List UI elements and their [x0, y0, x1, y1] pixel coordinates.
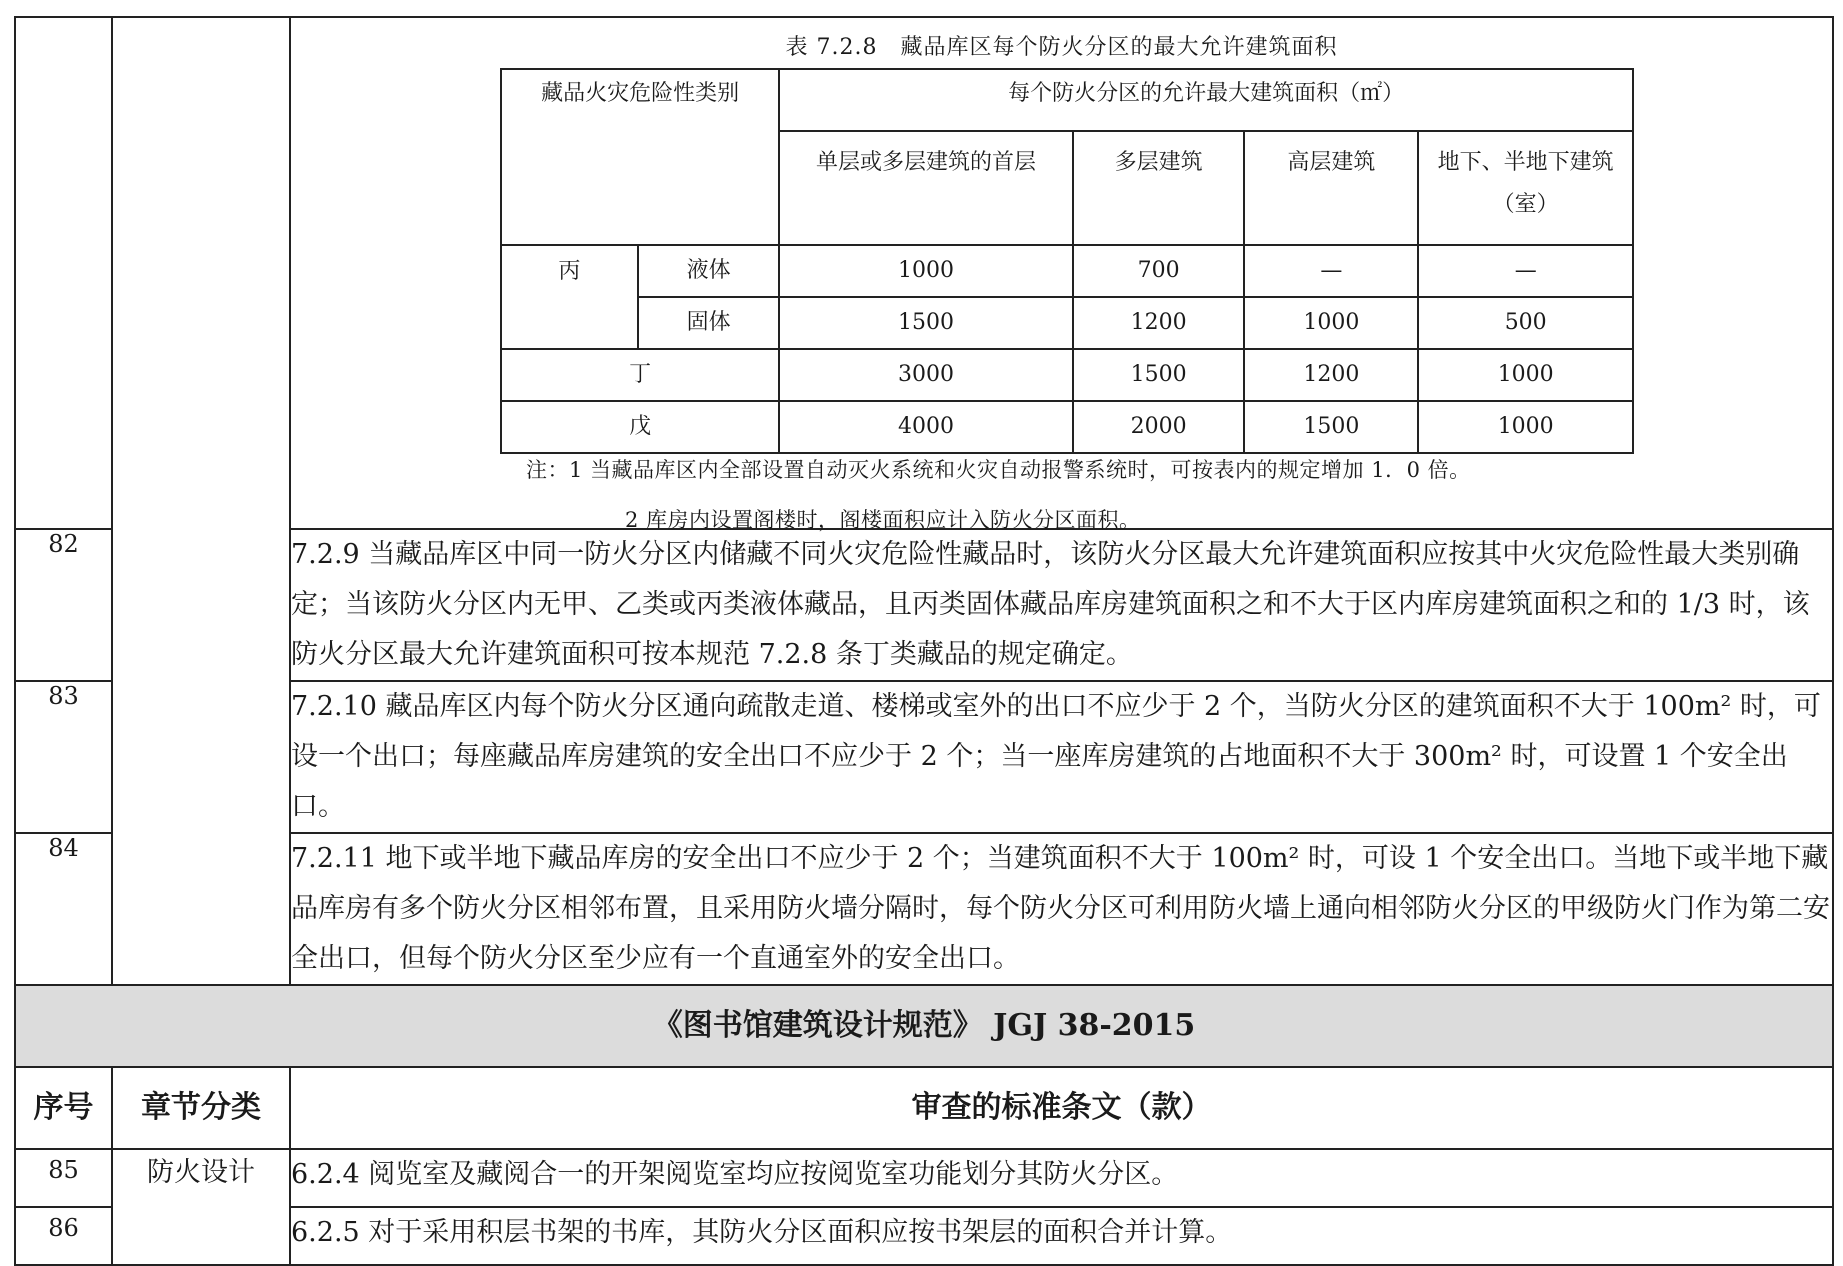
- sub-header: 高层建筑: [1244, 131, 1418, 245]
- header-row: [15, 1067, 1833, 1149]
- sub-header: 地下、半地下建筑（室）: [1418, 131, 1633, 245]
- clause-text: 6.2.5 对于采用积层书架的书库，其防火分区面积应按书架层的面积合并计算。: [290, 1207, 1833, 1265]
- value-cell: 1200: [1244, 349, 1418, 401]
- value-cell: 1500: [1073, 349, 1245, 401]
- no-cell: [15, 17, 112, 529]
- item-number: 82: [15, 529, 112, 681]
- table-7-2-8: [500, 68, 1634, 454]
- value-cell: 1000: [779, 245, 1072, 297]
- clause-text: 7.2.10 藏品库区内每个防火分区通向疏散走道、楼梯或室外的出口不应少于 2 个，当防火分区的建筑面积不大于 100m² 时，可设一个出口；每座藏品库房建筑的安全出口不应少于 2 个；当一座库房建筑的占地面积不大于 300m² 时，可设置 1 个安全出口。: [290, 681, 1833, 833]
- clause-cell: [290, 17, 1833, 532]
- header-area: 每个防火分区的允许最大建筑面积（㎡）: [779, 69, 1633, 131]
- clause-text: 7.2.11 地下或半地下藏品库房的安全出口不应少于 2 个；当建筑面积不大于 100m² 时，可设 1 个安全出口。当地下或半地下藏品库房有多个防火分区相邻布置，且采用防火墙分隔时，每个防火分区可利用防火墙上通向相邻防火分区的甲级防火门作为第二安全出口，但每个防火分区至少应有一个直通室外的安全出口。: [290, 833, 1833, 985]
- column-header-category: 章节分类: [112, 1067, 290, 1149]
- category-cell: 丙: [501, 245, 638, 349]
- header-category: 藏品火灾危险性类别: [501, 69, 779, 245]
- value-cell: 500: [1418, 297, 1633, 349]
- section-row: [15, 985, 1833, 1067]
- clause-text: 7.2.9 当藏品库区中同一防火分区内储藏不同火灾危险性藏品时，该防火分区最大允许建筑面积应按其中火灾危险性最大类别确定；当该防火分区内无甲、乙类或丙类液体藏品，且丙类固体藏品库房建筑面积之和不大于区内库房建筑面积之和的 1/3 时，该防火分区最大允许建筑面积可按本规范 7.2.8 条丁类藏品的规定确定。: [290, 529, 1833, 681]
- value-cell: 4000: [779, 401, 1072, 453]
- value-cell: 1500: [779, 297, 1072, 349]
- category-cell: 丁: [501, 349, 779, 401]
- value-cell: —: [1418, 245, 1633, 297]
- subcategory-cell: 固体: [638, 297, 780, 349]
- item-number: 83: [15, 681, 112, 833]
- category-cell: 戊: [501, 401, 779, 453]
- sub-header: 单层或多层建筑的首层: [779, 131, 1072, 245]
- value-cell: 1000: [1418, 349, 1633, 401]
- value-cell: 2000: [1073, 401, 1245, 453]
- value-cell: 1500: [1244, 401, 1418, 453]
- table-note: 2 库房内设置阁楼时，阁楼面积应计入防火分区面积。: [625, 508, 1141, 532]
- clause-text: 6.2.4 阅览室及藏阅合一的开架阅览室均应按阅览室功能划分其防火分区。: [290, 1149, 1833, 1207]
- review-table: [14, 16, 1834, 1266]
- table-row: [15, 17, 1833, 529]
- table-row: [15, 1149, 1833, 1207]
- embedded-table-block: [291, 18, 1832, 532]
- item-number: 85: [15, 1149, 112, 1207]
- item-number: 84: [15, 833, 112, 985]
- section-title: 《图书馆建筑设计规范》 JGJ 38-2015: [15, 985, 1833, 1067]
- embedded-table-title: 表 7.2.8 藏品库区每个防火分区的最大允许建筑面积: [785, 35, 1338, 60]
- value-cell: 3000: [779, 349, 1072, 401]
- item-number: 86: [15, 1207, 112, 1265]
- value-cell: 1000: [1418, 401, 1633, 453]
- column-header-no: 序号: [15, 1067, 112, 1149]
- value-cell: 700: [1073, 245, 1245, 297]
- subcategory-cell: 液体: [638, 245, 780, 297]
- sub-header: 多层建筑: [1073, 131, 1245, 245]
- category-cell: 防火设计: [112, 1149, 290, 1265]
- column-header-text: 审查的标准条文（款）: [290, 1067, 1833, 1149]
- value-cell: —: [1244, 245, 1418, 297]
- category-cell: [112, 17, 290, 985]
- value-cell: 1200: [1073, 297, 1245, 349]
- table-note: 注：1 当藏品库区内全部设置自动灭火系统和火灾自动报警系统时，可按表内的规定增加 1．0 倍。: [526, 458, 1471, 482]
- value-cell: 1000: [1244, 297, 1418, 349]
